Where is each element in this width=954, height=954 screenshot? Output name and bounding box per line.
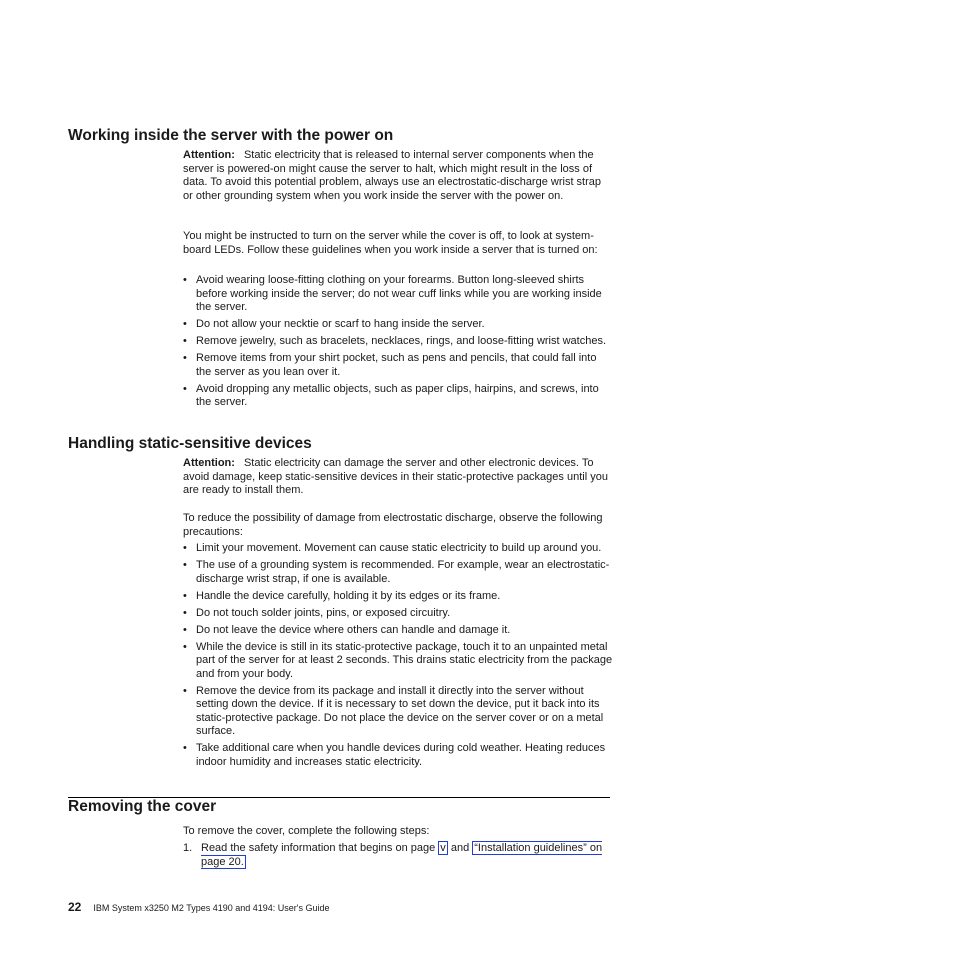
list-item: • Do not touch solder joints, pins, or exposed circuitry. [183, 607, 613, 621]
section-heading-static-sensitive: Handling static-sensitive devices [68, 435, 312, 452]
page-footer [68, 900, 330, 914]
attention-text: Static electricity can damage the server and other electronic devices. To avoid damage, keep static-sensitive devices in their static-protective packages until you are ready to install them. [183, 457, 608, 497]
list-item: • The use of a grounding system is recommended. For example, wear an electrostatic-discharge wrist strap, if one is available. [183, 559, 613, 586]
list-item: • Remove items from your shirt pocket, such as pens and pencils, that could fall into the server as you lean over it. [183, 352, 613, 379]
list-item: • Remove jewelry, such as bracelets, necklaces, rings, and loose-fitting wrist watches. [183, 335, 613, 349]
intro-paragraph-static: To reduce the possibility of damage from electrostatic discharge, observe the following precautions: [183, 512, 603, 538]
installation-guidelines-link[interactable]: “Installation guidelines” on page 20. [201, 842, 603, 868]
step-text-and: and [450, 842, 470, 854]
step-item [183, 842, 613, 869]
list-item: • Take additional care when you handle devices during cold weather. Heating reduces indoor humidity and increases static electricity. [183, 742, 613, 769]
list-item: • Handle the device carefully, holding it by its edges or its frame. [183, 590, 613, 604]
list-item: • Avoid dropping any metallic objects, such as paper clips, hairpins, and screws, into the server. [183, 383, 613, 410]
footer-title: IBM System x3250 M2 Types 4190 and 4194: User's Guide [93, 903, 330, 913]
list-item: • Do not leave the device where others can handle and damage it. [183, 624, 613, 638]
list-item: • Do not allow your necktie or scarf to hang inside the server. [183, 318, 613, 332]
attention-text: Static electricity that is released to internal server components when the server is powered-on might cause the server to halt, which might result in the loss of data. To avoid this potential problem, always use an electrostatic-discharge wrist strap or other grounding system when you work inside the server with the power on. [183, 149, 602, 202]
section-heading-removing-cover: Removing the cover [68, 798, 217, 815]
section-heading-power-on: Working inside the server with the power on [68, 127, 394, 144]
page-number: 22 [68, 900, 82, 914]
list-item: • Avoid wearing loose-fitting clothing on your forearms. Button long-sleeved shirts before working inside the server; do not wear cuff links while you are working inside the server. [183, 274, 613, 315]
list-item: • Limit your movement. Movement can cause static electricity to build up around you. [183, 542, 613, 556]
guidelines-list [183, 274, 613, 413]
attention-notice-static [183, 457, 613, 498]
attention-label: Attention: [183, 457, 235, 469]
step-number: 1. [183, 842, 193, 854]
precautions-list [183, 542, 613, 773]
steps-list [183, 842, 613, 869]
list-item: • Remove the device from its package and install it directly into the server without setting down the device. If it is necessary to set down the device, put it back into its static-protective package. Do not place the device on the server cover or on a metal surface. [183, 685, 613, 739]
page-v-link[interactable]: v [440, 842, 446, 854]
attention-label: Attention: [183, 149, 235, 161]
attention-notice-power-on [183, 149, 613, 203]
intro-paragraph-removing: To remove the cover, complete the following steps: [183, 825, 430, 837]
list-item: • While the device is still in its static-protective package, touch it to an unpainted metal part of the server for at least 2 seconds. This drains static electricity from the package and from your body. [183, 641, 613, 682]
intro-paragraph-power-on: You might be instructed to turn on the server while the cover is off, to look at system-board LEDs. Follow these guidelines when you work inside a server that is turned on: [183, 230, 598, 256]
step-text: Read the safety information that begins on page [201, 842, 436, 854]
